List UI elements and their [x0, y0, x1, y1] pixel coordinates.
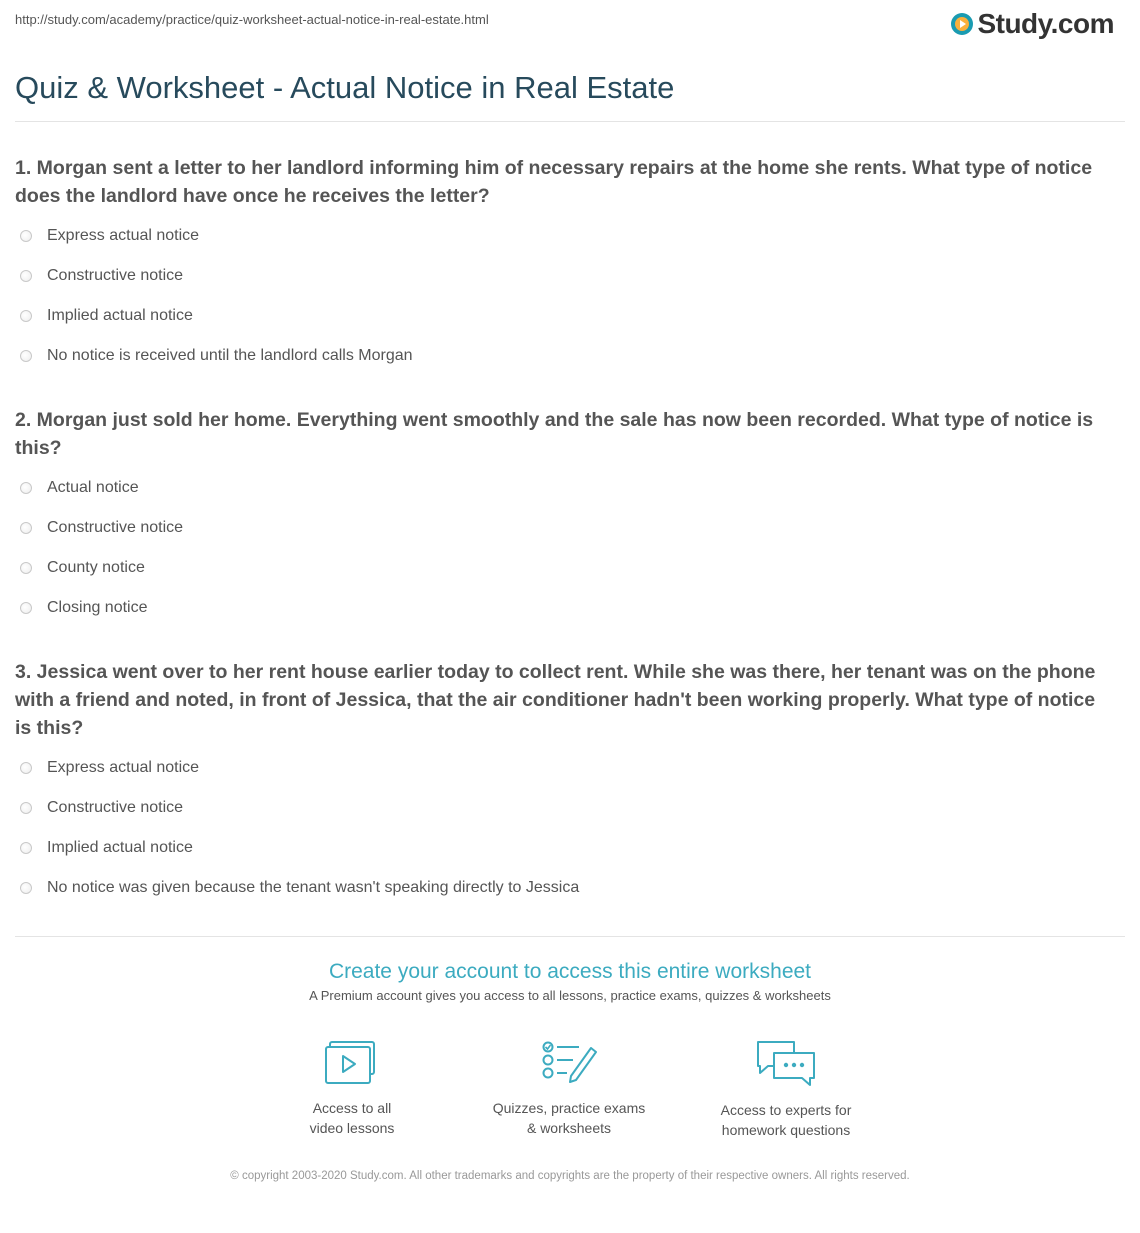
answer-option[interactable] [20, 296, 413, 336]
feature-label: Access to all video lessons [309, 1100, 395, 1136]
option-label: Implied actual notice [47, 307, 193, 324]
video-lessons-icon [324, 1040, 380, 1086]
option-label: Constructive notice [47, 267, 184, 284]
answer-option[interactable] [20, 468, 183, 508]
radio-icon[interactable] [20, 762, 32, 774]
option-label: Constructive notice [47, 519, 184, 536]
chat-bubbles-icon [754, 1040, 818, 1088]
option-label: Closing notice [47, 599, 148, 616]
option-label: Implied actual notice [47, 839, 193, 856]
create-account-link[interactable]: Create your account to access this entire worksheet [328, 960, 812, 983]
radio-icon[interactable] [20, 310, 32, 322]
feature-video-lessons [252, 1040, 452, 1138]
play-logo-icon [951, 13, 973, 35]
radio-icon[interactable] [20, 882, 32, 894]
answer-option[interactable] [20, 548, 183, 588]
option-label: No notice is received until the landlord calls Morgan [47, 347, 413, 364]
radio-icon[interactable] [20, 842, 32, 854]
option-label: Constructive notice [47, 799, 184, 816]
option-label: No notice was given because the tenant wasn't speaking directly to Jessica [47, 879, 580, 896]
top-bar [0, 0, 1140, 48]
page-title: Quiz & Worksheet - Actual Notice in Real Estate [15, 70, 675, 105]
option-label: County notice [47, 559, 145, 576]
question-1-options [20, 216, 413, 376]
feature-label: Quizzes, practice exams & worksheets [492, 1100, 646, 1136]
radio-icon[interactable] [20, 482, 32, 494]
feature-experts [686, 1040, 886, 1140]
answer-option[interactable] [20, 828, 579, 868]
answer-option[interactable] [20, 868, 579, 908]
answer-option[interactable] [20, 216, 413, 256]
question-2-options [20, 468, 183, 628]
radio-icon[interactable] [20, 802, 32, 814]
answer-option[interactable] [20, 508, 183, 548]
answer-option[interactable] [20, 788, 579, 828]
answer-option[interactable] [20, 256, 413, 296]
premium-cta [0, 958, 1140, 1003]
feature-quizzes [469, 1040, 669, 1138]
question-3: 3. Jessica went over to her rent house earlier today to collect rent. While she was there, her tenant was on the phone with a friend and noted, in front of Jessica, that the air conditioner hadn't been working properly. What type of notice is this? [15, 661, 1096, 739]
radio-icon[interactable] [20, 562, 32, 574]
radio-icon[interactable] [20, 602, 32, 614]
study-logo[interactable] [951, 6, 1114, 42]
title-divider [15, 121, 1125, 122]
radio-icon[interactable] [20, 522, 32, 534]
radio-icon[interactable] [20, 230, 32, 242]
feature-label: Access to experts for homework questions [720, 1102, 852, 1138]
radio-icon[interactable] [20, 350, 32, 362]
page-url[interactable]: http://study.com/academy/practice/quiz-worksheet-actual-notice-in-real-estate.html [15, 12, 489, 27]
answer-option[interactable] [20, 588, 183, 628]
logo-text: Study.com [977, 8, 1114, 39]
answer-option[interactable] [20, 748, 579, 788]
question-2: 2. Morgan just sold her home. Everything went smoothly and the sale has now been recorded. What type of notice is this? [15, 409, 1094, 459]
radio-icon[interactable] [20, 270, 32, 282]
option-label: Express actual notice [47, 227, 200, 244]
section-divider [15, 936, 1125, 937]
quiz-checklist-icon [541, 1040, 597, 1086]
question-1: 1. Morgan sent a letter to her landlord informing him of necessary repairs at the home she rents. What type of notice does the landlord have once he receives the letter? [15, 157, 1093, 207]
cta-subtitle: A Premium account gives you access to all lessons, practice exams, quizzes & worksheets [309, 988, 831, 1003]
option-label: Actual notice [47, 479, 139, 496]
option-label: Express actual notice [47, 759, 200, 776]
question-3-options [20, 748, 579, 908]
answer-option[interactable] [20, 336, 413, 376]
copyright-notice: © copyright 2003-2020 Study.com. All other trademarks and copyrights are the property of their respective owners. All rights reserved. [230, 1170, 910, 1182]
